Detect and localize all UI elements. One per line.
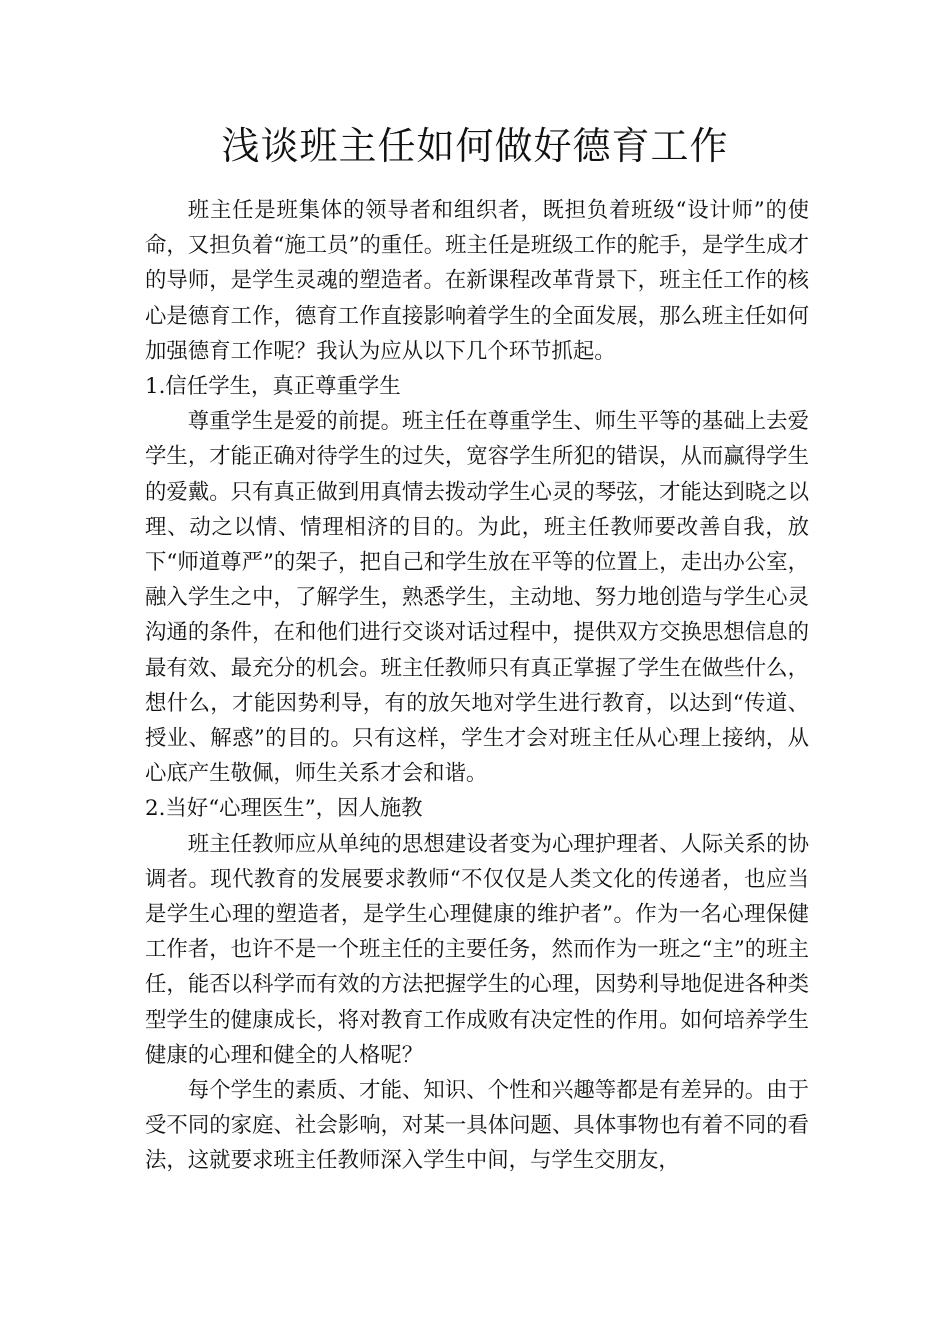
paragraph-intro: 班主任是班集体的领导者和组织者，既担负着班级“设计师”的使命，又担负着“施工员”的重任。班主任是班级工作的舵手，是学生成才的导师，是学生灵魂的塑造者。在新课程改革背景下，班主任工作的核心是德育工作，德育工作直接影响着学生的全面发展，那么班主任如何加强德育工作呢？我认为应从以下几个环节抓起。 bbox=[145, 198, 809, 364]
section-heading-1: 1.信任学生，真正尊重学生 bbox=[145, 374, 401, 400]
document-title: 浅谈班主任如何做好德育工作 bbox=[221, 124, 729, 168]
paragraph-section-2-cont: 每个学生的素质、才能、知识、个性和兴趣等都是有差异的。由于受不同的家庭、社会影响，对某一具体问题、具体事物也有着不同的看法，这就要求班主任教师深入学生中间，与学生交朋友， bbox=[145, 1078, 809, 1174]
paragraph-section-1: 尊重学生是爱的前提。班主任在尊重学生、师生平等的基础上去爱学生，才能正确对待学生的过失，宽容学生所犯的错误，从而赢得学生的爱戴。只有真正做到用真情去拨动学生心灵的琴弦，才能达到晓之以理、动之以情、情理相济的目的。为此，班主任教师要改善自我，放下“师道尊严”的架子，把自己和学生放在平等的位置上，走出办公室，融入学生之中，了解学生，熟悉学生，主动地、努力地创造与学生心灵沟通的条件，在和他们进行交谈对话过程中，提供双方交换思想信息的最有效、最充分的机会。班主任教师只有真正掌握了学生在做些什么，想什么，才能因势利导，有的放矢地对学生进行教育，以达到“传道、授业、解惑”的目的。只有这样，学生才会对班主任从心理上接纳，从心底产生敬佩，师生关系才会和谐。 bbox=[145, 409, 809, 787]
document-body bbox=[145, 193, 809, 1179]
paragraph-section-2: 班主任教师应从单纯的思想建设者变为心理护理者、人际关系的协调者。现代教育的发展要求教师“不仅仅是人类文化的传递者，也应当是学生心理的塑造者，是学生心理健康的维护者”。作为一名心理保健工作者，也许不是一个班主任的主要任务，然而作为一班之“主”的班主任，能否以科学而有效的方法把握学生的心理，因势利导地促进各种类型学生的健康成长，将对教育工作成败有决定性的作用。如何培养学生健康的心理和健全的人格呢？ bbox=[145, 831, 809, 1068]
section-heading-2: 2.当好“心理医生”，因人施教 bbox=[145, 796, 423, 822]
